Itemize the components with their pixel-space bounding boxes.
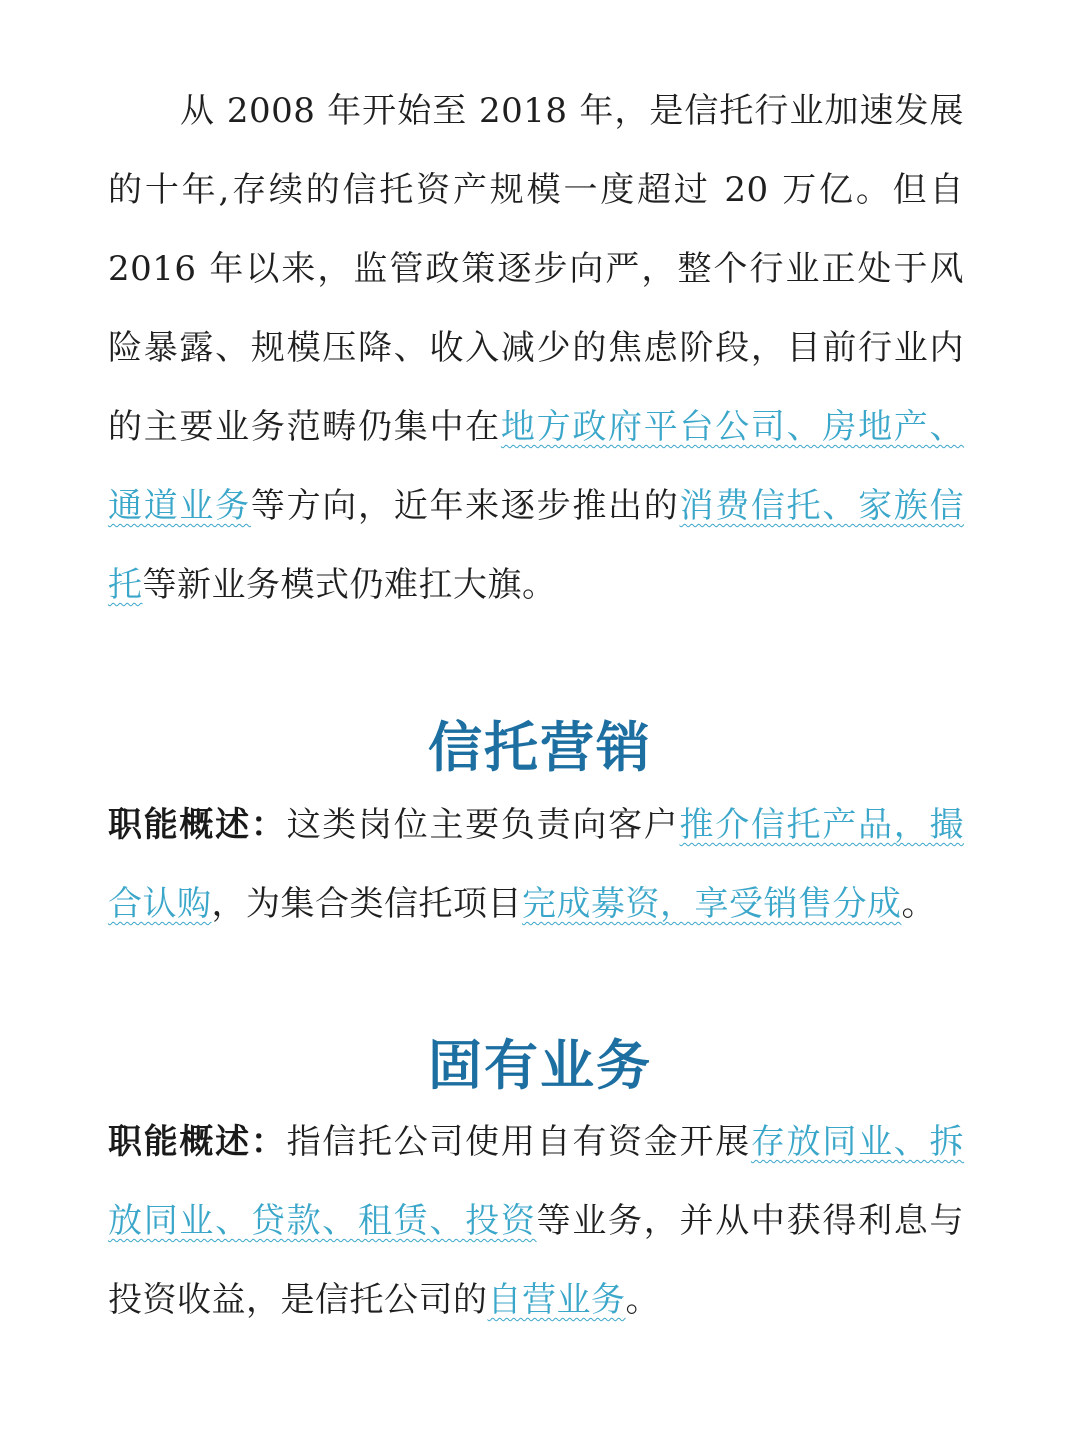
intro-highlight-new-business: 消费信托、家族信托 (108, 486, 965, 605)
intro-text-1: 从 2008 年开始至 2018 年，是信托行业加速发展的十年,存续的信托资产规模一度超过 20 万亿。但自 2016 年以来，监管政策逐步向严，整个行业正处于风险暴露、规模压降、收入减少的焦虑阶段，目前行业内的主要业务范畴仍集中在 (108, 91, 964, 447)
section1-lead-label: 职能概述： (108, 805, 287, 845)
section-heading-trust-marketing: 信托营销 (428, 715, 652, 779)
section2-highlight-2: 自营业务 (487, 1280, 626, 1320)
section2-text-3: 。 (625, 1280, 660, 1320)
section-paragraph-trust-marketing (108, 786, 964, 944)
section-heading-proprietary-business: 固有业务 (428, 1033, 652, 1097)
section-paragraph-proprietary-business (108, 1103, 964, 1340)
intro-paragraph (108, 72, 964, 625)
section1-text-2: ，为集合类信托项目 (211, 884, 522, 924)
section1-highlight-2: 完成募资，享受销售分成 (522, 884, 902, 924)
section1-text-1: 这类岗位主要负责向客户 (286, 805, 680, 845)
section2-text-1: 指信托公司使用自有资金开展 (286, 1122, 751, 1162)
intro-text-2: 等方向，近年来逐步推出的 (250, 486, 680, 526)
section2-highlight-1: 存放同业、拆放同业、贷款、租赁、投资 (108, 1122, 965, 1241)
section1-text-3: 。 (901, 884, 936, 924)
section2-lead-label: 职能概述： (108, 1122, 287, 1162)
section1-highlight-1: 推介信托产品，撮合认购 (108, 805, 965, 924)
section2-text-2: 等业务，并从中获得利息与投资收益，是信托公司的 (108, 1201, 964, 1320)
intro-highlight-main-business: 地方政府平台公司、房地产、通道业务 (108, 407, 964, 526)
intro-text-3: 等新业务模式仍难扛大旗。 (142, 565, 557, 605)
